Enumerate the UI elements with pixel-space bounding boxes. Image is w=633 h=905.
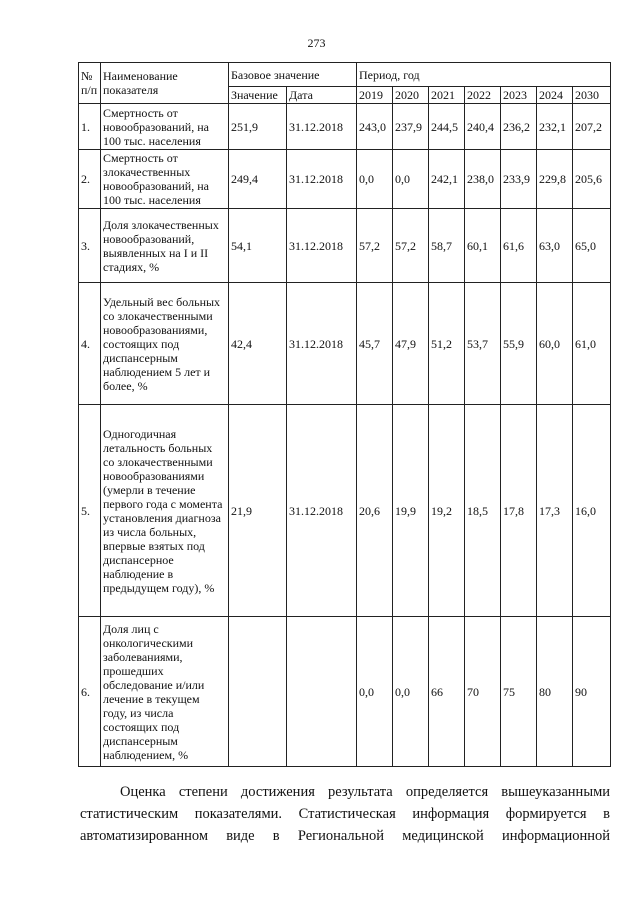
row-year-value: 75: [501, 617, 537, 767]
table-row: [79, 104, 611, 150]
row-name: Удельный вес больных со злокачественными новообразованиями, состоящих под диспансерным наблюдением 5 лет и более, %: [101, 283, 229, 405]
row-date: 31.12.2018: [287, 209, 357, 283]
row-year-value: 16,0: [573, 405, 611, 617]
row-name: Смертность от злокачественных новообразований, на 100 тыс. населения: [101, 150, 229, 209]
row-year-value: 244,5: [429, 104, 465, 150]
table-row: [79, 405, 611, 617]
row-year-value: 55,9: [501, 283, 537, 405]
row-year-value: 232,1: [537, 104, 573, 150]
row-year-value: 242,1: [429, 150, 465, 209]
header-row-top: [79, 63, 611, 87]
row-value: 249,4: [229, 150, 287, 209]
row-year-value: 240,4: [465, 104, 501, 150]
row-year-value: 20,6: [357, 405, 393, 617]
row-name: Доля лиц с онкологическими заболеваниями, прошедших обследование и/или лечение в текущем году, из числа состоящих под диспансерным наблюдением, %: [101, 617, 229, 767]
row-year-value: 63,0: [537, 209, 573, 283]
row-name: Одногодичная летальность больных со злокачественными новообразованиями (умерли в течение первого года с момента установления диагноза из числа больных, впервые взятых под диспансерное наблюдение в предыдущем году), %: [101, 405, 229, 617]
row-year-value: 0,0: [393, 617, 429, 767]
row-value: 54,1: [229, 209, 287, 283]
header-year: 2020: [393, 87, 429, 104]
indicators-table: [78, 62, 611, 767]
table-row: [79, 209, 611, 283]
row-year-value: 60,0: [537, 283, 573, 405]
header-value: Значение: [229, 87, 287, 104]
row-year-value: 236,2: [501, 104, 537, 150]
row-num: 2.: [79, 150, 101, 209]
paragraph-line-1: Оценка степени достижения результата определяется вышеуказанными: [120, 784, 610, 800]
header-num: № п/п: [79, 63, 101, 104]
row-year-value: 57,2: [393, 209, 429, 283]
row-value: 251,9: [229, 104, 287, 150]
row-year-value: 61,6: [501, 209, 537, 283]
header-year: 2024: [537, 87, 573, 104]
row-year-value: 207,2: [573, 104, 611, 150]
table-row: [79, 283, 611, 405]
row-year-value: 60,1: [465, 209, 501, 283]
row-value: [229, 617, 287, 767]
row-date: [287, 617, 357, 767]
row-name: Смертность от новообразований, на 100 тыс. населения: [101, 104, 229, 150]
table-row: [79, 617, 611, 767]
row-date: 31.12.2018: [287, 283, 357, 405]
row-date: 31.12.2018: [287, 104, 357, 150]
row-year-value: 238,0: [465, 150, 501, 209]
row-year-value: 243,0: [357, 104, 393, 150]
row-num: 4.: [79, 283, 101, 405]
row-year-value: 66: [429, 617, 465, 767]
row-year-value: 0,0: [357, 150, 393, 209]
row-year-value: 229,8: [537, 150, 573, 209]
paragraph-line-2: статистическим показателями. Статистическая информация формируется в: [80, 806, 610, 822]
header-year: 2030: [573, 87, 611, 104]
header-year: 2021: [429, 87, 465, 104]
header-year: 2023: [501, 87, 537, 104]
row-year-value: 17,8: [501, 405, 537, 617]
row-year-value: 70: [465, 617, 501, 767]
table-row: [79, 150, 611, 209]
row-year-value: 19,9: [393, 405, 429, 617]
header-period: Период, год: [357, 63, 611, 87]
paragraph-line-3: автоматизированном виде в Региональной медицинской информационной: [80, 828, 610, 844]
header-year: 2022: [465, 87, 501, 104]
row-year-value: 18,5: [465, 405, 501, 617]
row-year-value: 0,0: [357, 617, 393, 767]
row-year-value: 17,3: [537, 405, 573, 617]
row-year-value: 58,7: [429, 209, 465, 283]
row-year-value: 65,0: [573, 209, 611, 283]
row-year-value: 47,9: [393, 283, 429, 405]
row-year-value: 80: [537, 617, 573, 767]
row-num: 5.: [79, 405, 101, 617]
row-date: 31.12.2018: [287, 150, 357, 209]
row-name: Доля злокачественных новообразований, выявленных на I и II стадиях, %: [101, 209, 229, 283]
row-year-value: 90: [573, 617, 611, 767]
header-base: Базовое значение: [229, 63, 357, 87]
row-year-value: 53,7: [465, 283, 501, 405]
row-value: 21,9: [229, 405, 287, 617]
row-year-value: 237,9: [393, 104, 429, 150]
row-year-value: 205,6: [573, 150, 611, 209]
row-num: 6.: [79, 617, 101, 767]
header-year: 2019: [357, 87, 393, 104]
header-date: Дата: [287, 87, 357, 104]
header-name: Наименование показателя: [101, 63, 229, 104]
row-year-value: 45,7: [357, 283, 393, 405]
row-year-value: 0,0: [393, 150, 429, 209]
row-year-value: 19,2: [429, 405, 465, 617]
row-year-value: 61,0: [573, 283, 611, 405]
row-year-value: 233,9: [501, 150, 537, 209]
row-date: 31.12.2018: [287, 405, 357, 617]
row-value: 42,4: [229, 283, 287, 405]
page-number: 273: [307, 36, 326, 50]
row-year-value: 51,2: [429, 283, 465, 405]
row-year-value: 57,2: [357, 209, 393, 283]
row-num: 3.: [79, 209, 101, 283]
row-num: 1.: [79, 104, 101, 150]
